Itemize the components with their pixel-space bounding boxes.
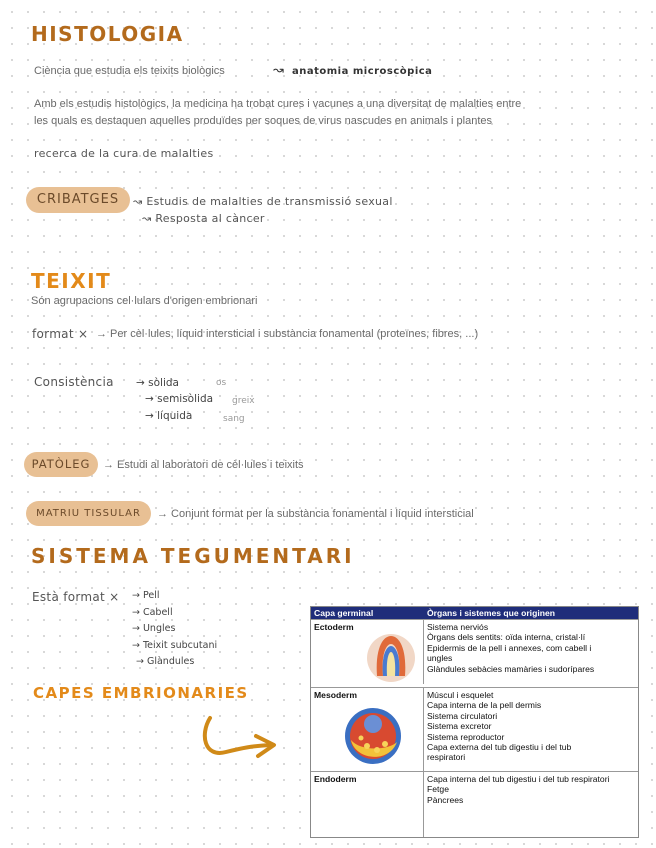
teixit-title: TEIXIT [31, 269, 112, 293]
histologia-paragraph-line2: les quals es destaquen aquelles produïdes per soques de virus nascudes en animals i plantes [34, 115, 493, 127]
cribatges-item: ↝ Estudis de malalties de transmissió sexual [133, 195, 393, 208]
organ-item: Múscul i esquelet [427, 690, 494, 700]
layer-name: Ectoderm [314, 622, 354, 632]
organ-item: Sistema circulatori [427, 710, 498, 721]
consistencia-example: sang [223, 414, 245, 424]
consistencia-state: → semisòlida [145, 393, 214, 405]
cribatges-item: ↝ Resposta al càncer [142, 212, 265, 225]
matriu-badge: MATRIU TISSULAR [26, 501, 151, 526]
curved-arrow-icon [198, 712, 280, 764]
organ-list [427, 774, 635, 805]
organ-item: Capa interna de la pell dermis [427, 700, 542, 711]
layer-name: Mesoderm [314, 690, 357, 700]
matriu-text: → Conjunt format per la substància fonamental i líquid intersticial [157, 508, 474, 520]
consistencia-example: greix [232, 396, 255, 406]
sistema-item: → Cabell [132, 607, 173, 618]
consistencia-example: os [216, 378, 227, 388]
layer-name: Endoderm [314, 774, 357, 784]
organ-item: Sistema excretor [427, 721, 492, 732]
organ-item: Pàncrees [427, 794, 464, 805]
ectoderm-illustration-icon [361, 628, 421, 684]
organ-item: Òrgans dels sentits: oïda interna, cristal·lí [427, 632, 586, 643]
organ-item: Capa externa del tub digestiu i del tub [427, 742, 572, 753]
sistema-format-label: Està format × [32, 590, 120, 604]
research-note: recerca de la cura de malalties [34, 147, 214, 160]
consistencia-label: Consistència [34, 375, 114, 389]
sistema-item: → Pell [132, 590, 160, 601]
organ-item: respiratori [427, 752, 466, 763]
organ-item: Sistema nerviós [427, 622, 489, 632]
table-row [311, 687, 638, 772]
patoleg-text: → Estudi al laboratori de cèl·lules i teixits [103, 459, 304, 471]
organ-list [427, 622, 635, 674]
sistema-item: → Glàndules [136, 656, 195, 667]
sistema-item: → Ungles [132, 623, 176, 634]
organ-item: Glàndules sebàcies mamàries i sudorípares [427, 663, 595, 674]
header-organs: Òrgans i sistemes que originen [427, 608, 555, 618]
histologia-title: HISTOLOGIA [31, 22, 184, 46]
histologia-alias: anatomia microscòpica [292, 66, 433, 77]
table-header [311, 607, 638, 619]
organ-item: Capa interna del tub digestiu i del tub respiratori [427, 774, 610, 784]
histologia-definition: Ciència que estudia els teixits biològics [34, 65, 225, 77]
organ-item: Fetge [427, 784, 449, 795]
sistema-item: → Teixit subcutani [132, 640, 218, 651]
organ-list [427, 690, 635, 763]
organ-item: Sistema reproductor [427, 731, 505, 742]
table-row [311, 619, 638, 684]
consistencia-state: → líquida [145, 410, 193, 422]
histologia-paragraph-line1: Amb els estudis histològics, la medicina ha trobat cures i vacunes a una diversitat de malalties entre [34, 98, 522, 110]
cribatges-badge: CRIBATGES [26, 187, 130, 213]
consistencia-state: → sòlida [136, 377, 179, 389]
mesoderm-illustration-icon [337, 702, 417, 768]
squiggle-arrow-icon: ↝ [273, 62, 284, 77]
germ-layers-table [310, 606, 639, 838]
header-layer: Capa germinal [314, 608, 374, 618]
sistema-title: SISTEMA TEGUMENTARI [31, 544, 355, 568]
capes-title: CAPES EMBRIONARIES [33, 684, 249, 702]
format-text: → Per cèl·lules, líquid intersticial i substància fonamental (proteïnes, fibres, ...) [96, 328, 479, 340]
format-label: format × [32, 327, 89, 341]
patoleg-badge: PATÒLEG [24, 452, 98, 477]
organ-item: Epidermis de la pell i annexes, com cabell i [427, 642, 592, 653]
teixit-definition: Són agrupacions cel·lulars d'origen embrionari [31, 295, 258, 307]
table-row [311, 771, 638, 837]
organ-item: ungles [427, 653, 453, 664]
